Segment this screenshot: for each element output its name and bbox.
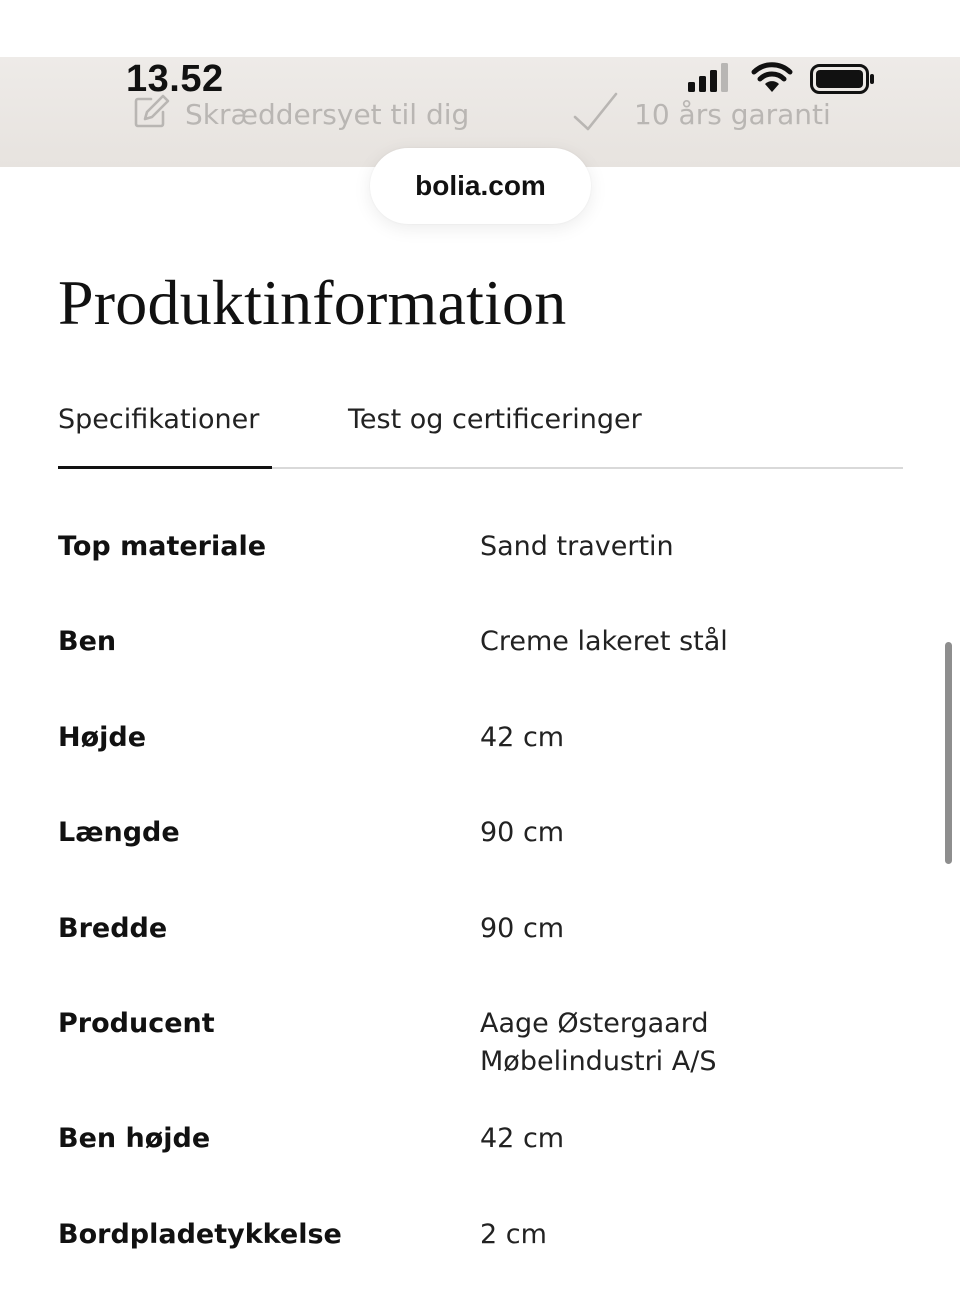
status-icons — [686, 61, 886, 95]
spec-label: Bredde — [58, 913, 168, 944]
scrollbar-thumb[interactable] — [945, 642, 952, 864]
spec-label: Længde — [58, 817, 180, 848]
spec-label: Bordpladetykkelse — [58, 1219, 342, 1250]
active-tab-indicator — [58, 466, 272, 469]
usp-warranty-label: 10 års garanti — [634, 97, 831, 131]
checkmark-icon — [572, 91, 634, 138]
spec-value: Aage Østergaard Møbelindustri A/S — [480, 1008, 717, 1077]
spec-value: Creme lakeret stål — [480, 626, 728, 657]
product-info-tabs — [58, 400, 903, 470]
spec-value: 42 cm — [480, 722, 565, 753]
tab-specifications[interactable]: Specifikationer — [58, 404, 260, 435]
spec-value: 42 cm — [480, 1123, 565, 1154]
pencil-edit-icon — [133, 93, 185, 136]
usp-tailored-label: Skræddersyet til dig — [185, 97, 470, 131]
screen-top — [0, 0, 960, 57]
tab-tests-certifications[interactable]: Test og certificeringer — [348, 404, 642, 435]
spec-label: Ben højde — [58, 1123, 211, 1154]
address-bar-url: bolia.com — [415, 170, 546, 201]
page-title: Produktinformation — [58, 267, 567, 338]
spec-value: Sand travertin — [480, 531, 674, 562]
spec-value: 90 cm — [480, 913, 565, 944]
spec-label: Ben — [58, 626, 117, 657]
spec-value: 90 cm — [480, 817, 565, 848]
battery-icon — [810, 64, 876, 98]
usp-tailored — [133, 94, 469, 134]
spec-label: Producent — [58, 1008, 215, 1039]
spec-value: 2 cm — [480, 1219, 547, 1250]
address-bar[interactable] — [370, 148, 591, 224]
status-time: 13.52 — [126, 58, 224, 100]
usp-warranty — [572, 94, 831, 134]
spec-label: Top materiale — [58, 531, 267, 562]
spec-label: Højde — [58, 722, 147, 753]
